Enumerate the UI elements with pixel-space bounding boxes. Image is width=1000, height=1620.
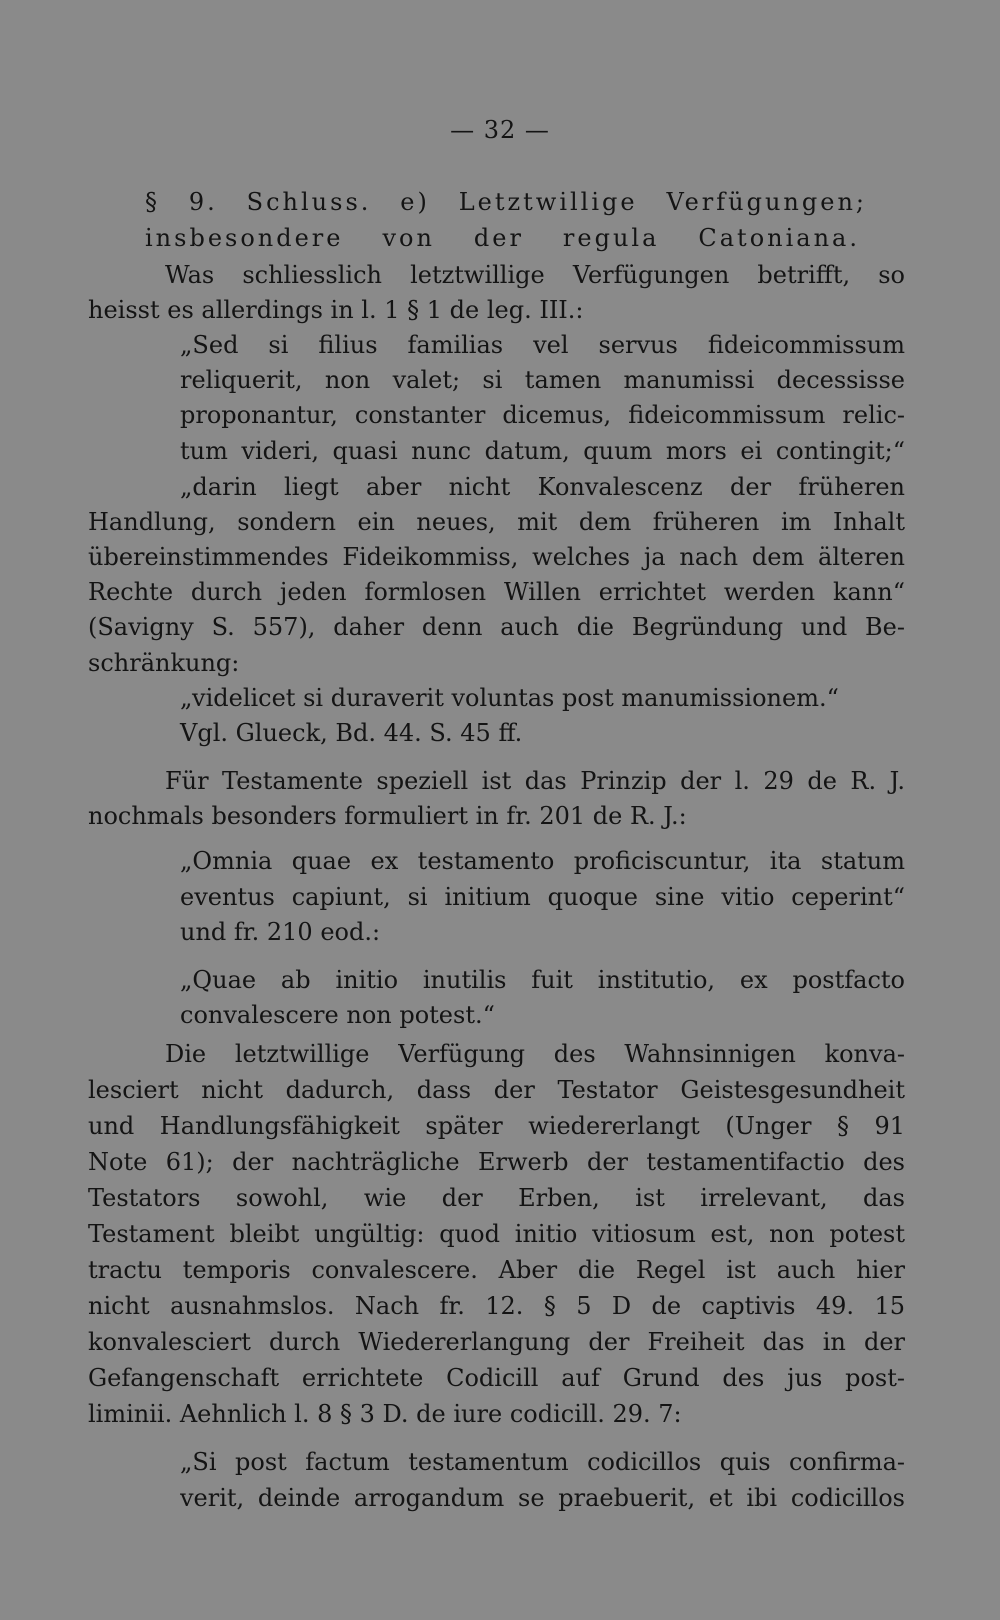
text-line: „Quae ab initio inutilis fuit institutio, ex postfacto xyxy=(180,966,905,994)
text-line: Was schliesslich letztwillige Verfügungen betrifft, so xyxy=(165,261,905,289)
text-line: übereinstimmendes Fideikommiss, welches ja nach dem älteren xyxy=(88,543,905,571)
text-line: § 9. Schluss. e) Letztwillige Verfügungen; xyxy=(145,188,867,216)
text-line: nochmals besonders formuliert in fr. 201 de R. J.: xyxy=(88,802,687,830)
text-line: „videlicet si duraverit voluntas post manumissionem.“ xyxy=(180,684,839,712)
text-line: liminii. Aehnlich l. 8 § 3 D. de iure codicill. 29. 7: xyxy=(88,1400,682,1428)
text-line: lesciert nicht dadurch, dass der Testator Geistesgesundheit xyxy=(88,1076,905,1104)
text-line: „Si post factum testamentum codicillos quis confirma- xyxy=(180,1448,905,1476)
text-line: convalescere non potest.“ xyxy=(180,1001,495,1029)
text-line: „Sed si filius familias vel servus fideicommissum xyxy=(180,331,905,359)
text-line: „darin liegt aber nicht Konvalescenz der früheren xyxy=(180,473,905,501)
text-line: Die letztwillige Verfügung des Wahnsinnigen konva- xyxy=(165,1040,905,1068)
text-line: proponantur, constanter dicemus, fideicommissum relic- xyxy=(180,401,905,429)
text-line: Handlung, sondern ein neues, mit dem früheren im Inhalt xyxy=(88,508,905,536)
text-line: konvalesciert durch Wiedererlangung der Freiheit das in der xyxy=(88,1328,905,1356)
text-line: Für Testamente speziell ist das Prinzip der l. 29 de R. J. xyxy=(165,767,905,795)
text-line: Testators sowohl, wie der Erben, ist irrelevant, das xyxy=(88,1184,905,1212)
text-line: nicht ausnahmslos. Nach fr. 12. § 5 D de captivis 49. 15 xyxy=(88,1292,905,1320)
text-line: reliquerit, non valet; si tamen manumissi decessisse xyxy=(180,366,905,394)
text-line: eventus capiunt, si initium quoque sine vitio ceperint“ xyxy=(180,883,905,911)
text-line: tractu temporis convalescere. Aber die Regel ist auch hier xyxy=(88,1256,905,1284)
text-line: Vgl. Glueck, Bd. 44. S. 45 ff. xyxy=(180,719,523,747)
text-line: Note 61); der nachträgliche Erwerb der testamentifactio des xyxy=(88,1148,905,1176)
text-line: Rechte durch jeden formlosen Willen errichtet werden kann“ xyxy=(88,578,905,606)
text-line: verit, deinde arrogandum se praebuerit, et ibi codicillos xyxy=(180,1484,905,1512)
text-line: heisst es allerdings in l. 1 § 1 de leg. III.: xyxy=(88,296,584,324)
text-line: und Handlungsfähigkeit später wiedererlangt (Unger § 91 xyxy=(88,1112,905,1140)
page-number: — 32 — xyxy=(450,116,550,144)
text-line: Testament bleibt ungültig: quod initio vitiosum est, non potest xyxy=(88,1220,905,1248)
text-line: schränkung: xyxy=(88,649,240,677)
text-line: tum videri, quasi nunc datum, quum mors ei contingit;“ xyxy=(180,437,905,465)
text-line: insbesondere von der regula Catoniana. xyxy=(145,224,860,252)
text-line: Gefangenschaft errichtete Codicill auf Grund des jus post- xyxy=(88,1364,905,1392)
text-line: „Omnia quae ex testamento proficiscuntur, ita statum xyxy=(180,847,905,875)
text-line: (Savigny S. 557), daher denn auch die Begründung und Be- xyxy=(88,613,905,641)
text-line: und fr. 210 eod.: xyxy=(180,918,381,946)
